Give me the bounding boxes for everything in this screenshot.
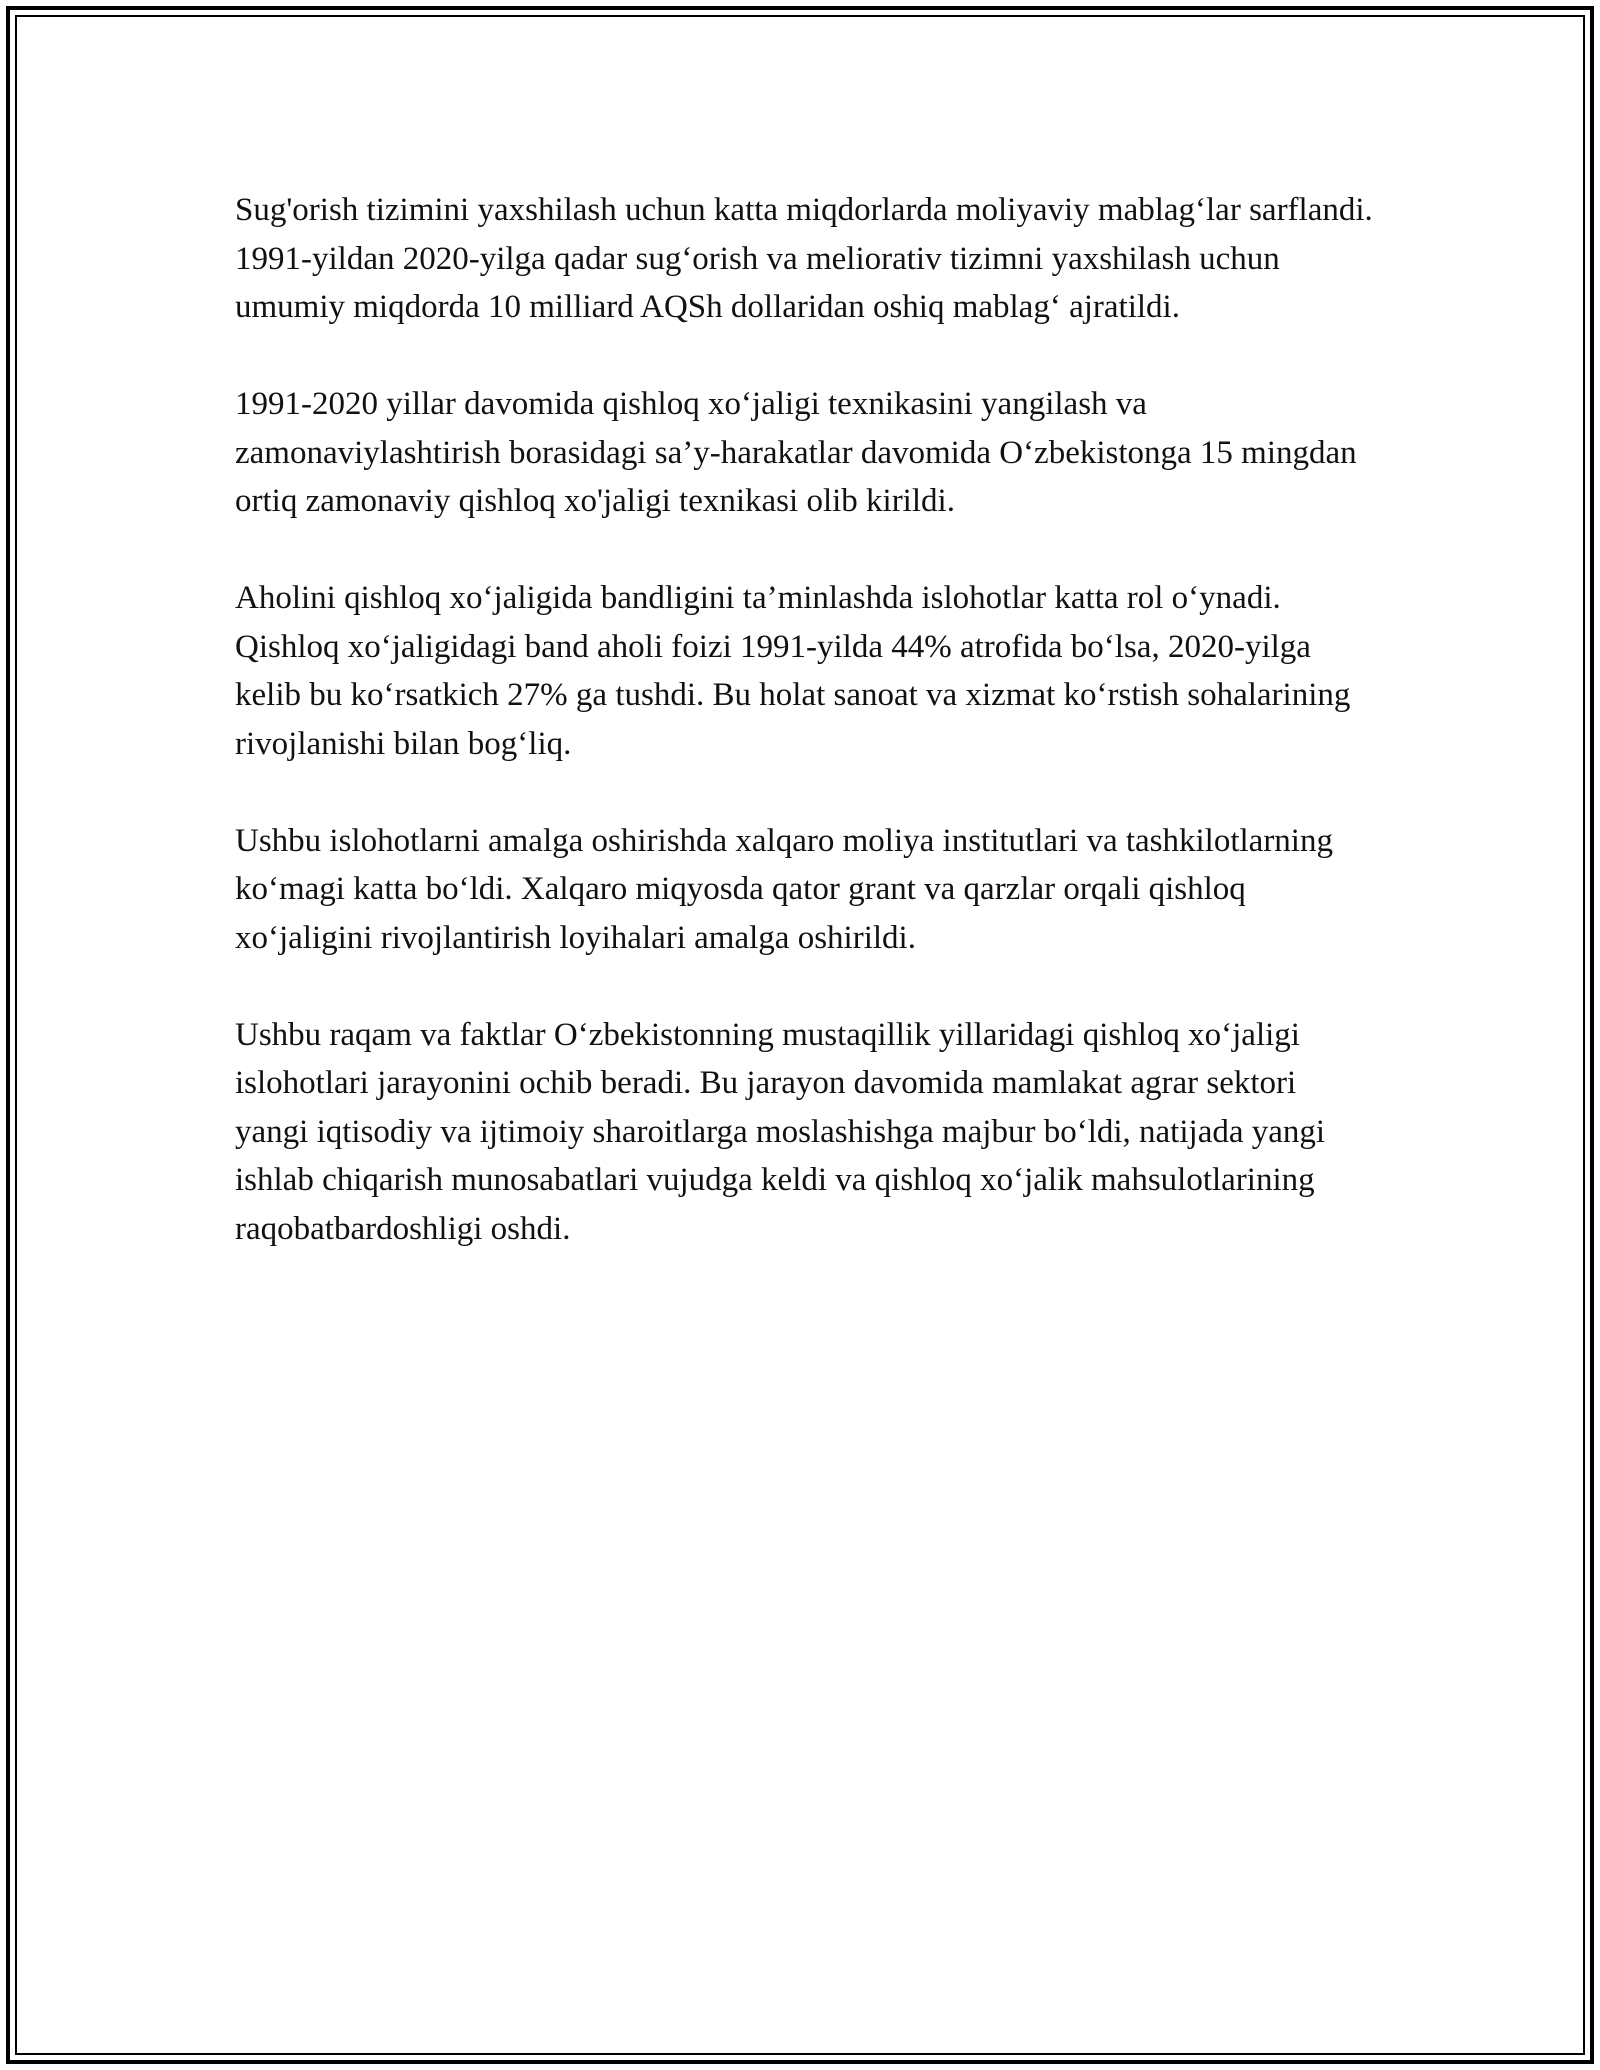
paragraph-international-support: Ushbu islohotlarni amalga oshirishda xalqaro moliya institutlari va tashkilotlarning ko‘magi katta bo‘ldi. Xalqaro miqyosda qator grant va qarzlar orqali qishloq xo‘jaligini rivojlantirish loyihalari amalga oshirildi. xyxy=(235,822,1333,956)
paragraph-employment-share: Aholini qishloq xo‘jaligida bandligini ta’minlashda islohotlar katta rol o‘ynadi. Qishloq xo‘jaligidagi band aholi foizi 1991-yilda 44% atrofida bo‘lsa, 2020-yilga kelib bu ko‘rsatkich 27% ga tushdi. Bu holat sanoat va xizmat ko‘rstish sohalarining rivojlanishi bilan bog‘liq. xyxy=(235,580,1351,762)
paragraph-machinery-modernization: 1991-2020 yillar davomida qishloq xo‘jaligi texnikasini yangilash va zamonaviylashtirish borasidagi sa’y-harakatlar davomida O‘zbekistonga 15 mingdan ortiq zamonaviy qishloq xo'jaligi texnikasi olib kirildi. xyxy=(235,386,1357,519)
paragraph-conclusion: Ushbu raqam va faktlar O‘zbekistonning mustaqillik yillaridagi qishloq xo‘jaligi islohotlari jarayonini ochib beradi. Bu jarayon davomida mamlakat agrar sektori yangi iqtisodiy va ijtimoiy sharoitlarga moslashishga majbur bo‘ldi, natijada yangi ishlab chiqarish munosabatlari vujudga keldi va qishloq xo‘jalik mahsulotlarining raqobatbardoshligi oshdi. xyxy=(235,1016,1326,1247)
document-body xyxy=(235,186,1375,1302)
paragraph-irrigation-funding: Sug'orish tizimini yaxshilash uchun katta miqdorlarda moliyaviy mablag‘lar sarflandi. 1991-yildan 2020-yilga qadar sug‘orish va meliorativ tizimni yaxshilash uchun umumiy miqdorda 10 milliard AQSh dollaridan oshiq mablag‘ ajratildi. xyxy=(235,192,1373,325)
